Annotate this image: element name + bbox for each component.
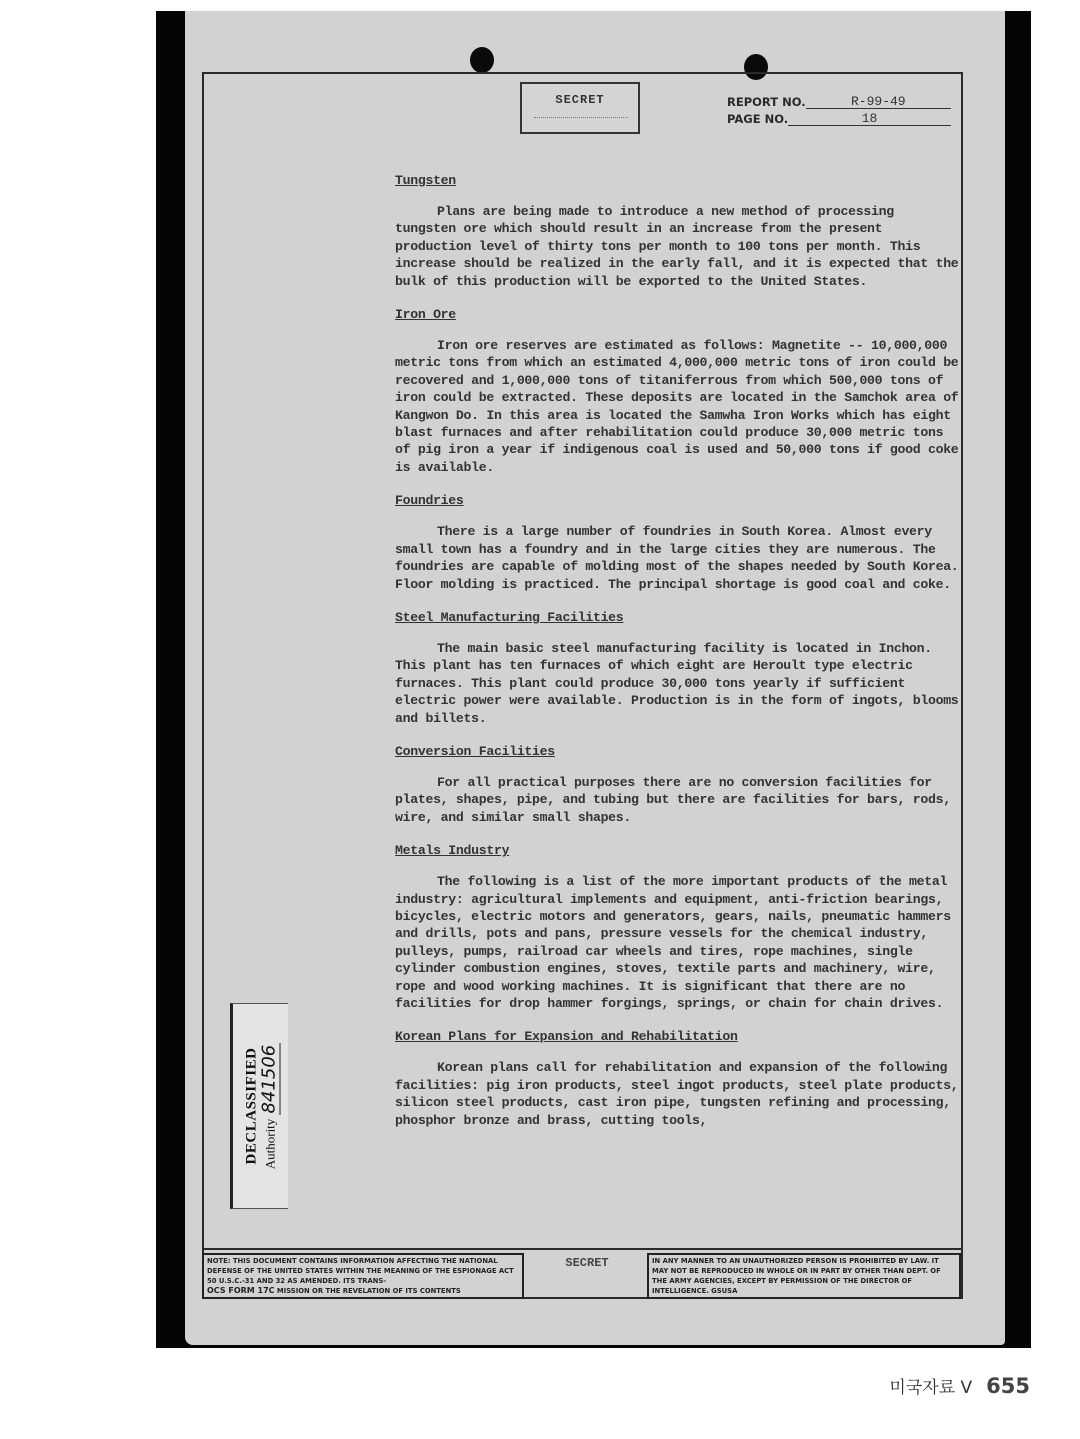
section-paragraph: For all practical purposes there are no conversion facilities for plates, shapes, pipe, and tubing but there are facilities for bars, rods, wire, and similar small shapes. [395,774,951,825]
report-header [727,92,951,126]
document-body [395,172,960,1145]
book-page-footer [889,1373,1030,1398]
document-footer [202,1248,963,1300]
section-paragraph: The following is a list of the more important products of the metal industry: agricultural implements and equipment, anti-friction bearings, bicycles, electric motors and generators, gears, nails, pneumatic hammers and drills, pots and pans, pressure vessels for the chemical industry, pulleys, pumps, railroad car wheels and tires, rope machines, single cylinder combustion engines, stoves, textile parts and machinery, wire, rope and wood working machines. It is significant that there are no facilities for drop hammer forgings, springs, or chain for chain drives. [395,874,951,1011]
section-iron-ore [395,306,960,476]
form-label: OCS FORM 17C [207,1286,275,1295]
authority-value: 841506 [258,1044,279,1114]
section-paragraph: Korean plans call for rehabilitation and expansion of the following facilities: pig iron products, steel ingot products, steel plate products, silicon steel products, cast iron pipe, tungsten refining and processing, phosphor bronze and brass, cutting tools, [395,1060,959,1128]
section-paragraph: Iron ore reserves are estimated as follows: Magnetite -- 10,000,000 metric tons from which an estimated 4,000,000 metric tons of iron could be recovered and 1,000,000 tons of titaniferrous from which 500,000 tons of iron could be extracted. These deposits are located in the Samchok area of Kangwon Do. In this area is located the Samwha Iron Works which has eight blast furnaces and after rehabilitation could produce 30,000 metric tons of pig iron a year if indigenous coal is used and 50,000 tons if good coke is available. [395,338,959,475]
classification-box [520,82,640,134]
notice-text-end: MISSION OR THE REVELATION OF ITS CONTENTS [276,1287,461,1295]
reproduction-notice: IN ANY MANNER TO AN UNAUTHORIZED PERSON IS PROHIBITED BY LAW. IT MAY NOT BE REPRODUCED IN WHOLE OR IN PART BY OTHER THAN DEPT. OF THE ARMY AGENCIES, EXCEPT BY PERMISSION OF THE DIRECTOR OF INTELLIGENCE. GSUSA [647,1253,961,1299]
report-number-value: R-99-49 [806,95,951,109]
section-conversion-facilities [395,743,960,826]
section-steel-manufacturing [395,609,960,727]
classification-label: SECRET [555,93,605,107]
section-foundries [395,492,960,593]
page-number-row [727,109,951,126]
section-paragraph: Plans are being made to introduce a new method of processing tungsten ore which should result in an increase from the present production level of thirty tons per month to 100 tons per month. This increase should be realized in the early fall, and it is expected that the bulk of this production will be exported to the United States. [395,204,959,289]
espionage-act-notice [202,1253,524,1299]
section-heading: Tungsten [395,173,456,188]
page-number-label: PAGE NO. [727,112,789,126]
section-heading: Metals Industry [395,843,510,859]
page-number-value: 18 [788,112,951,126]
notice-text: NOTE: THIS DOCUMENT CONTAINS INFORMATION AFFECTING THE NATIONAL DEFENSE OF THE UNITED STATES WITHIN THE MEANING OF THE ESPIONAGE ACT 50 U.S.C.-31 AND 32 AS AMENDED. ITS TRANS- [207,1257,514,1285]
authority-label: Authority [262,1118,277,1170]
section-heading: Conversion Facilities [395,743,555,759]
footer-classification: SECRET [565,1256,609,1270]
section-metals-industry [395,842,960,1012]
book-page-number: 655 [986,1374,1030,1398]
declassified-stamp [230,1003,288,1209]
report-number-row [727,92,951,109]
book-series-title: 미국자료 V [889,1378,973,1398]
declassified-title: DECLASSIFIED [243,1047,259,1165]
section-korean-plans [395,1028,960,1129]
declassified-authority [260,1006,279,1206]
section-heading: Korean Plans for Expansion and Rehabilitation [395,1029,738,1045]
section-paragraph: The main basic steel manufacturing facility is located in Inchon. This plant has ten furnaces of which eight are Heroult type electric furnaces. This plant could produce 30,000 tons yearly if sufficient electric power were available. Production is in the form of ingots, blooms and billets. [395,640,959,726]
section-heading: Foundries [395,493,464,509]
section-tungsten [395,172,960,290]
punch-hole-left [470,47,494,73]
classification-box-bottom [534,117,628,128]
section-heading: Steel Manufacturing Facilities [395,609,624,625]
section-heading: Iron Ore [395,307,456,323]
report-number-label: REPORT NO. [727,95,806,109]
section-paragraph: There is a large number of foundries in South Korea. Almost every small town has a foundry and in the large cities they are numerous. The foundries are capable of molding most of the shapes needed by South Korea. Floor molding is practiced. The principal shortage is good coal and coke. [395,524,959,592]
